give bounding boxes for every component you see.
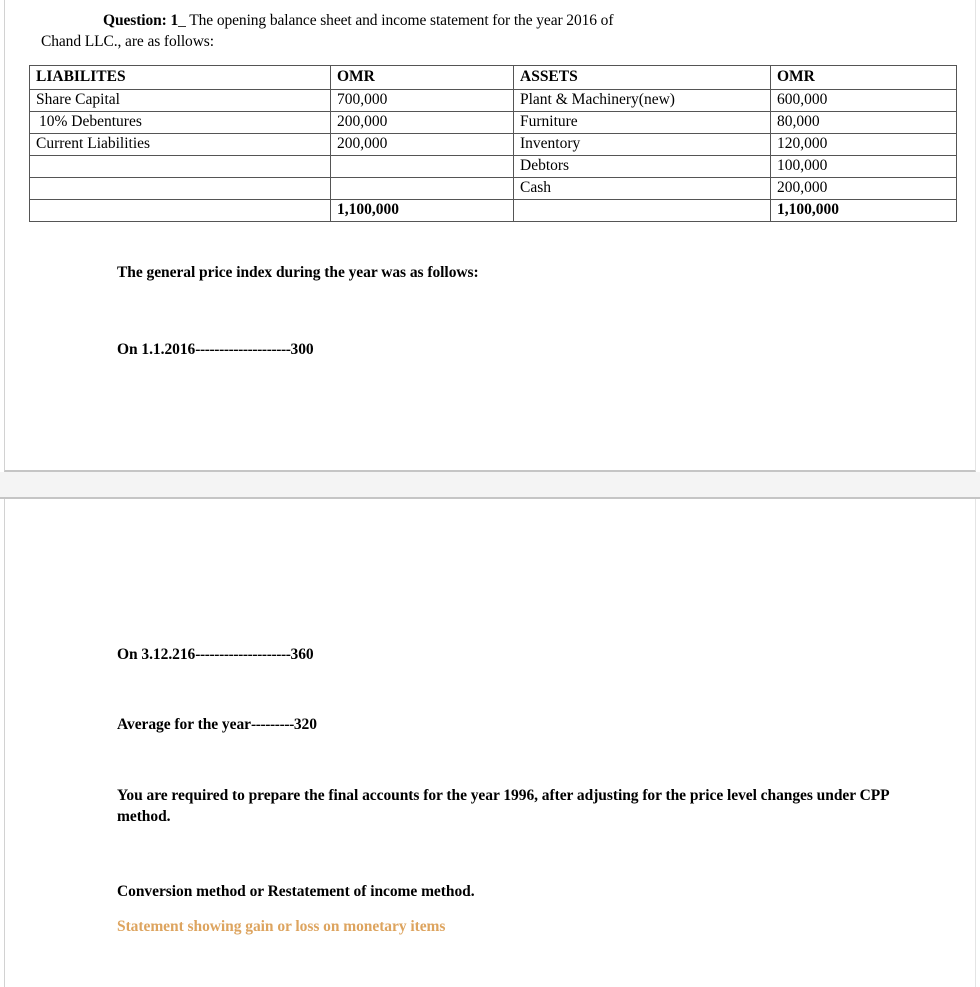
price-index-value-1: 300 — [290, 341, 314, 358]
column-header-omr-left: OMR — [331, 66, 514, 90]
balance-sheet-table-wrapper — [5, 52, 975, 222]
price-index-label-1: On 1.1.2016 — [117, 341, 196, 358]
price-index-entry-3 — [5, 665, 975, 735]
price-index-value-2: 360 — [290, 646, 314, 663]
method-note: Conversion method or Restatement of income method. — [117, 883, 475, 900]
asset-name: Furniture — [514, 112, 771, 134]
liability-total-label — [30, 200, 331, 222]
asset-name: Cash — [514, 178, 771, 200]
liability-amount: 700,000 — [331, 90, 514, 112]
asset-amount: 600,000 — [771, 90, 957, 112]
table-header-row — [30, 66, 957, 90]
document-page-1 — [4, 0, 976, 472]
column-header-assets: ASSETS — [514, 66, 771, 90]
liability-name — [30, 156, 331, 178]
liability-amount — [331, 178, 514, 200]
asset-total-label — [514, 200, 771, 222]
price-index-label-2: On 3.12.216 — [117, 646, 196, 663]
price-index-header: The general price index during the year was as follows: — [117, 264, 479, 281]
table-total-row — [30, 200, 957, 222]
table-row — [30, 178, 957, 200]
question-text: _ The opening balance sheet and income statement for the year 2016 of — [178, 12, 614, 29]
requirement-paragraph: You are required to prepare the final accounts for the year 1996, after adjusting for the price level changes under CPP method. — [117, 787, 889, 825]
price-index-entry-1 — [5, 283, 975, 360]
liability-amount — [331, 156, 514, 178]
price-index-label-3: Average for the year — [117, 716, 251, 733]
price-index-entry-2 — [5, 499, 975, 665]
column-header-omr-right: OMR — [771, 66, 957, 90]
asset-name: Plant & Machinery(new) — [514, 90, 771, 112]
table-row — [30, 156, 957, 178]
asset-total-amount: 1,100,000 — [771, 200, 957, 222]
balance-sheet-table — [29, 65, 957, 222]
asset-amount: 200,000 — [771, 178, 957, 200]
liability-amount: 200,000 — [331, 134, 514, 156]
asset-amount: 80,000 — [771, 112, 957, 134]
table-row — [30, 90, 957, 112]
table-row — [30, 112, 957, 134]
question-heading-line-1 — [31, 10, 935, 31]
asset-amount: 100,000 — [771, 156, 957, 178]
price-index-dashes-2: -------------------- — [195, 646, 291, 663]
table-row — [30, 134, 957, 156]
asset-name: Debtors — [514, 156, 771, 178]
price-index-dashes-1: -------------------- — [195, 341, 291, 358]
question-heading — [5, 0, 975, 52]
asset-amount: 120,000 — [771, 134, 957, 156]
document-page-2 — [4, 499, 976, 987]
liability-name — [30, 178, 331, 200]
statement-heading: Statement showing gain or loss on monetary items — [117, 918, 446, 935]
question-heading-line-2: Chand LLC., are as follows: — [41, 33, 214, 50]
page-break-divider — [0, 472, 980, 499]
liability-name: Share Capital — [30, 90, 331, 112]
liability-name: Current Liabilities — [30, 134, 331, 156]
liability-name: 10% Debentures — [30, 112, 331, 134]
column-header-liabilities: LIABILITES — [30, 66, 331, 90]
price-index-value-3: 320 — [293, 716, 317, 733]
question-label: Question: 1 — [103, 12, 179, 29]
asset-name: Inventory — [514, 134, 771, 156]
liability-total-amount: 1,100,000 — [331, 200, 514, 222]
price-index-dashes-3: --------- — [251, 716, 294, 733]
liability-amount: 200,000 — [331, 112, 514, 134]
